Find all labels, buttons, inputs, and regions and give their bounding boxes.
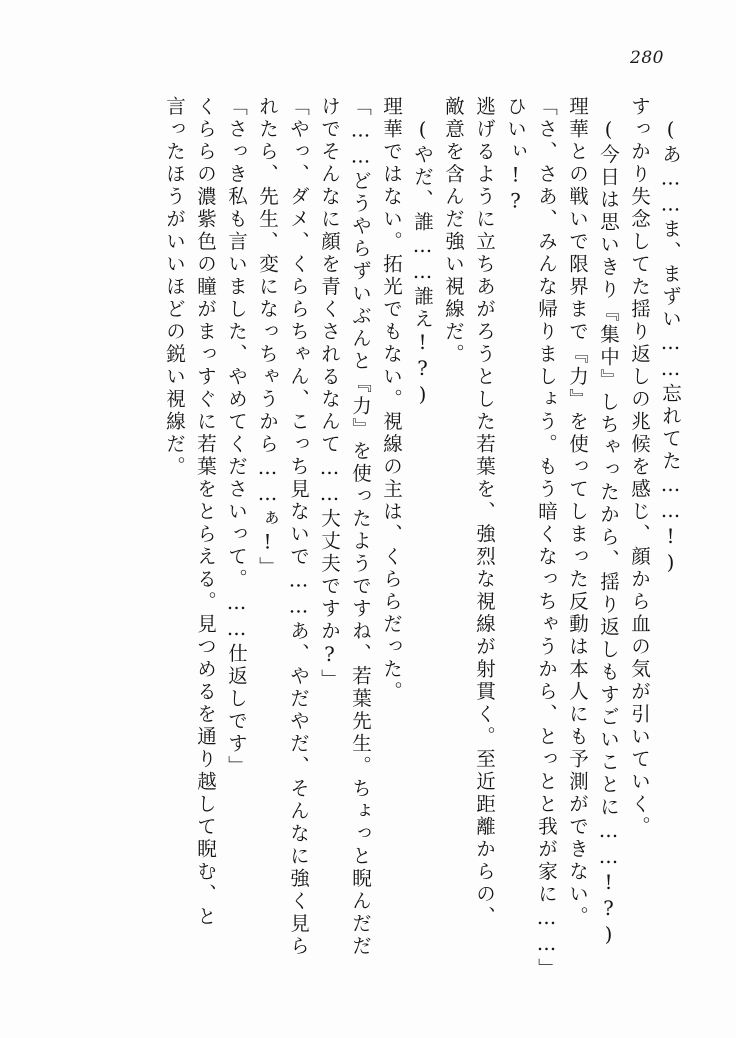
- text-line: 「さっき私も言いました、やめてくださいって。……仕返しです」: [225, 96, 248, 778]
- text-line: 理華ではない。拓光でもない。視線の主は、くららだった。: [380, 96, 403, 704]
- text-line: けでそんなに顔を青くされるなんて……大丈夫ですか?」: [318, 96, 341, 692]
- text-line: すっかり失念してた揺り返しの兆候を感じ、顔から血の気が引いていく。: [628, 96, 651, 839]
- text-line: 敵意を含んだ強い視線だ。: [442, 96, 465, 366]
- page-number: 280: [630, 48, 664, 68]
- text-line: 言ったほうがいいほどの鋭い視線だ。: [163, 96, 186, 479]
- text-line: (やだ、誰……誰え!?): [411, 118, 434, 409]
- text-line: 理華との戦いで限界まで『力』を使ってしまった反動は本人にも予測ができない。: [566, 96, 589, 929]
- text-line: くららの濃紫色の瞳がまっすぐに若葉をとらえる。見つめるを通り越して睨む、と: [194, 96, 217, 929]
- text-line: れたら、先生、変になっちゃうから……ぁ!」: [256, 96, 279, 579]
- text-line: 「やっ、ダメ、くららちゃん、こっち見ないで……あ、やだやだ、そんなに強く見ら: [287, 96, 310, 958]
- text-line: (今日は思いきり『集中』しちゃったから、揺り返しもすごいことに……!?): [597, 118, 620, 949]
- text-line: ひいぃ!?: [504, 96, 527, 216]
- text-line: (あ……ま、まずい……忘れてた……!): [659, 118, 682, 577]
- text-line: 「……どうやらずいぶんと『力』を使ったようですね、若葉先生。ちょっと睨んだだ: [349, 96, 372, 958]
- text-line: 逃げるように立ちあがろうとした若葉を、強烈な視線が射貫く。至近距離からの、: [473, 96, 496, 929]
- body-text-block: [60, 96, 680, 996]
- text-line: 「さ、さあ、みんな帰りましょう。もう暗くなっちゃうから、とっとと我が家に……」: [535, 96, 558, 981]
